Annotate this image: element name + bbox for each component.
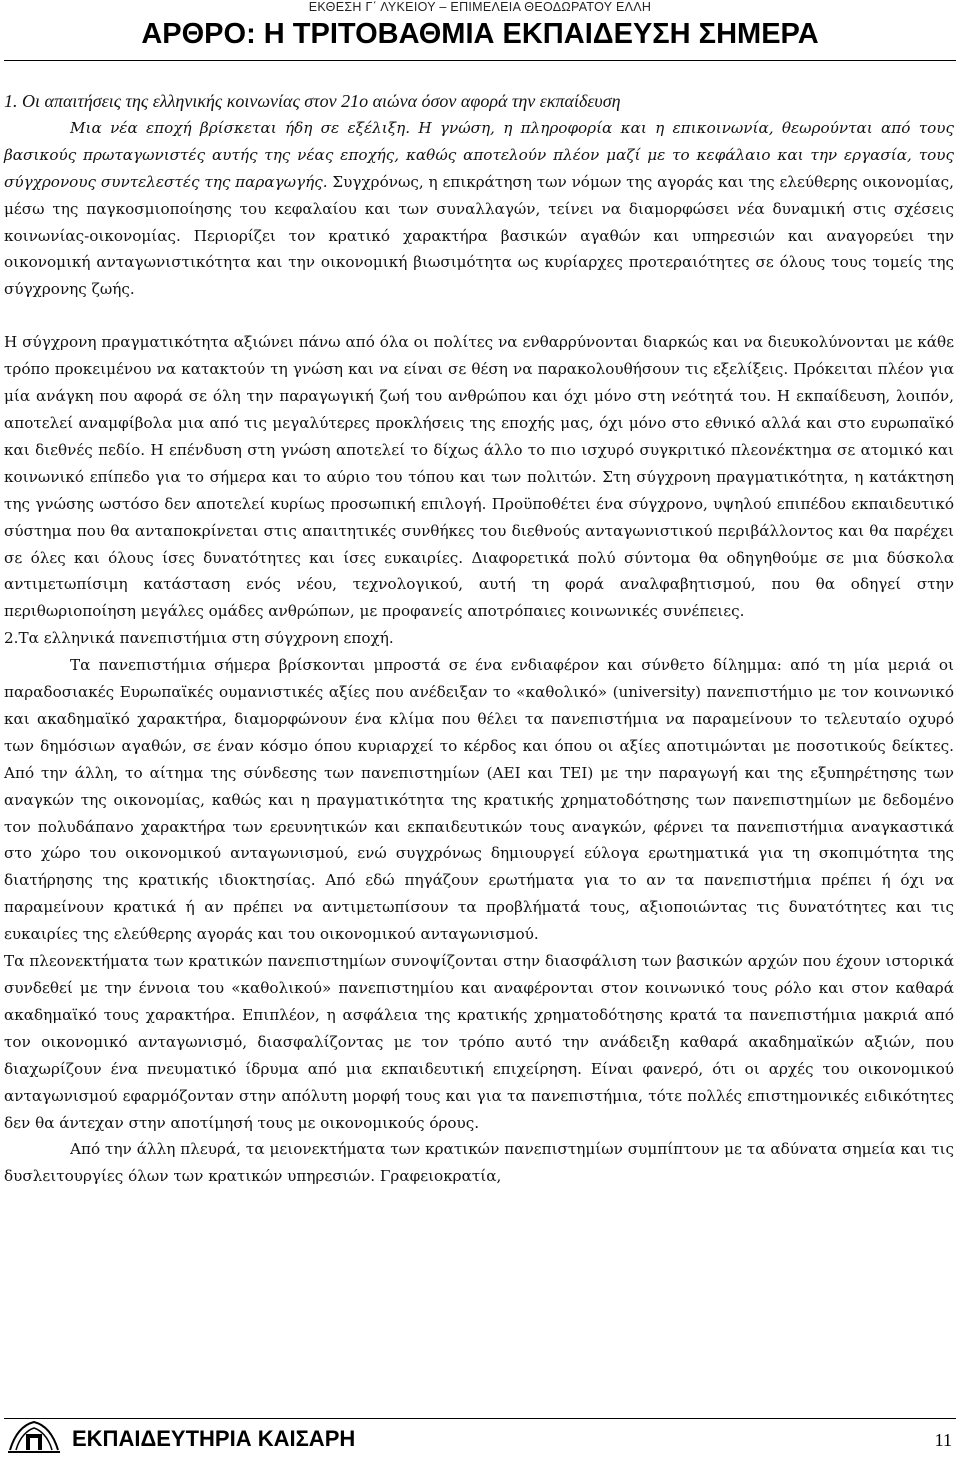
paragraph-1 [4,115,954,303]
page-number: 11 [934,1430,952,1450]
paragraph-4: Τα πλεονεκτήματα των κρατικών πανεπιστημίων συνοψίζονται στην διασφάλιση των βασικών αρχών που έχουν ιστορικά συνδεθεί με την έννοια του «καθολικού» πανεπιστημίου και αναφέρονται στον κοινωνικό τους ρόλο και στον καθαρά ακαδημαϊκό τους χαρακτήρα. Επιπλέον, η ασφάλεια της κρατικής χρηματοδότησης κρατά τα πανεπιστήμια μακριά από τον οικονομικό ανταγωνισμό, διασφαλίζοντας με τον τρόπο αυτό την ανάδειξη καθαρά ακαδημαϊκών αξιών, που διαχωρίζουν ένα πνευματικό ίδρυμα από μια εκπαιδευτική επιχείρηση. Είναι φανερό, ότι οι αρχές του οικονομικού ανταγωνισμού εφαρμόζονταν στην απόλυτη μορφή τους και για τα πανεπιστήμια, τότε πολλές επιστημονικές ειδικότητες δεν θα άντεχαν στην αποτίμησή τους με οικονομικούς όρους. [4,952,954,1132]
header-subtitle: ΕΚΘΕΣΗ Γ΄ ΛΥΚΕΙΟΥ – ΕΠΙΜΕΛΕΙΑ ΘΕΟΔΩΡΑΤΟΥ ΕΛΛΗ [308,0,652,14]
paragraph-3: Τα πανεπιστήμια σήμερα βρίσκονται μπροστά σε ένα ενδιαφέρον και σύνθετο δίλημμα: από τη μία μεριά οι παραδοσιακές Ευρωπαϊκές ουμανιστικές αξίες που ανέδειξαν το «καθολικό» (university) πανεπιστήμιο με τον κοινωνικό και ακαδημαϊκό χαρακτήρα, διαμορφώνουν ένα κλίμα που θέλει τα πανεπιστήμια να παραμείνουν το τελευταίο οχυρό των δημόσιων αγαθών, σε έναν κόσμο όπου κυριαρχεί το κέρδος και όπου οι αξίες αποτιμώνται με ποσοτικούς δείκτες. Από την άλλη, το αίτημα της σύνδεσης των πανεπιστημίων (ΑΕΙ και ΤΕΙ) με την παραγωγή και της εξυπηρέτησης των αναγκών της οικονομίας, καθώς και η πραγματικότητα της κρατικής χρηματοδότησης των πανεπιστημίων με δεδομένο τον πολυδάπανο χαρακτήρα των ερευνητικών και εκπαιδευτικών τους αναγκών, φέρνει τα πανεπιστήμια αναγκαστικά στο χώρο του οικονομικού ανταγωνισμού, ενώ συγχρόνως δημιουργεί εύλογα ερωτηματικά για τη σκοπιμότητα της διατήρησης της κρατικής ιδιοκτησίας. Από εδώ πηγάζουν ερωτήματα για το αν τα πανεπιστήμια πρέπει ή όχι να παραμείνουν κρατικά ή αν πρέπει να αντιμετωπίσουν τα προβλήματά τους, αξιοποιώντας τις δυνατότητες και τις ευκαιρίες της ελεύθερης αγοράς και του οικονομικού ανταγωνισμού. [4,656,954,944]
school-crest-logo-icon [6,1420,62,1456]
paragraph-gap [4,303,954,329]
paragraph-5: Από την άλλη πλευρά, τα μειονεκτήματα των κρατικών πανεπιστημίων συμπίπτουν με τα αδύνατα σημεία και τις δυσλειτουργίες όλων των κρατικών υπηρεσιών. Γραφειοκρατία, [4,1140,954,1186]
section-1-heading: 1. Οι απαιτήσεις της ελληνικής κοινωνίας στον 21ο αιώνα όσον αφορά την εκπαίδευση [4,91,621,111]
page-footer [0,1420,960,1456]
footer-publisher: ΕΚΠΑΙΔΕΥΤΗΡΙΑ ΚΑΙΣΑΡΗ [72,1426,356,1451]
paragraph-1-rest: Συγχρόνως, η επικράτηση των νόμων της αγοράς και της ελεύθερης οικονομίας, μέσω της παγκοσμιοποίησης του κεφαλαίου και των συναλλαγών, τείνει να διαμορφώσει νέα δυναμική στις σχέσεις κοινωνίας-οικονομίας. Περιορίζει τον κρατικό χαρακτήρα βασικών αγαθών και υπηρεσιών και αναγορεύει την οικονομική ανταγωνιστικότητα και την οικονομική βιωσιμότητα ως κυρίαρχες προτεραιότητες σε όλους τους τομείς της σύγχρονης ζωής. [4,172,954,299]
paragraph-1-italic: Μια νέα εποχή βρίσκεται ήδη σε εξέλιξη. Η γνώση, η πληροφορία και η επικοινωνία, θεωρούνται από τους βασικούς πρωταγωνιστές αυτής της νέας εποχής, καθώς αποτελούν πλέον μαζί με το κεφάλαιο και την εργασία, τους σύγχρονους συντελεστές της παραγωγής. [4,118,954,191]
section-2-heading: 2.Τα ελληνικά πανεπιστήμια στη σύγχρονη εποχή. [4,629,394,648]
article-body [4,88,954,1190]
footer-divider [4,1418,956,1419]
header-divider [4,60,956,61]
page-title: ΑΡΘΡΟ: Η ΤΡΙΤΟΒΑΘΜΙΑ ΕΚΠΑΙΔΕΥΣΗ ΣΗΜΕΡΑ [141,18,819,50]
paragraph-2: Η σύγχρονη πραγματικότητα αξιώνει πάνω από όλα οι πολίτες να ενθαρρύνονται διαρκώς και να διευκολύνονται με κάθε τρόπο προκειμένου να κατακτούν τη γνώση και να είναι σε θέση να παρακολουθήσουν τις εξελίξεις. Πρόκειται πλέον για μία ανάγκη που αφορά σε όλη την παραγωγική ζωή του ανθρώπου και όχι μόνο στη νεότητά του. Η εκπαίδευση, λοιπόν, αποτελεί αναμφίβολα μια από τις μεγαλύτερες προκλήσεις της εποχής μας, όχι μόνο στο εθνικό αλλά και στο ευρωπαϊκό και διεθνές πεδίο. Η επένδυση στη γνώση αποτελεί το δίχως άλλο το πιο ισχυρό συγκριτικό πλεονέκτημα σε ατομικό και κοινωνικό επίπεδο για το σήμερα και το αύριο του τόπου και των πολιτών. Στη σύγχρονη πραγματικότητα, η κατάκτηση της γνώσης ωστόσο δεν αποτελεί κυρίως προσωπική επιλογή. Προϋποθέτει ένα σύγχρονο, υψηλού επιπέδου εκπαιδευτικό σύστημα που θα ανταποκρίνεται στις απαιτητικές συνθήκες του διεθνούς ανταγωνιστικού περιβάλλοντος και θα παρέχει σε όλες και όλους ίσες δυνατότητες και ίσες ευκαιρίες. Διαφορετικά πολύ σύντομα θα οδηγηθούμε σε μια δύσκολα αντιμετωπίσιμη κατάσταση ενός νέου, τεχνολογικού, αυτή τη φορά αναλφαβητισμού, που θα οδηγεί στην περιθωριοποίηση μεγάλες ομάδες ανθρώπων, με προφανείς αποτρόπαιες κοινωνικές συνέπειες. [4,333,954,621]
